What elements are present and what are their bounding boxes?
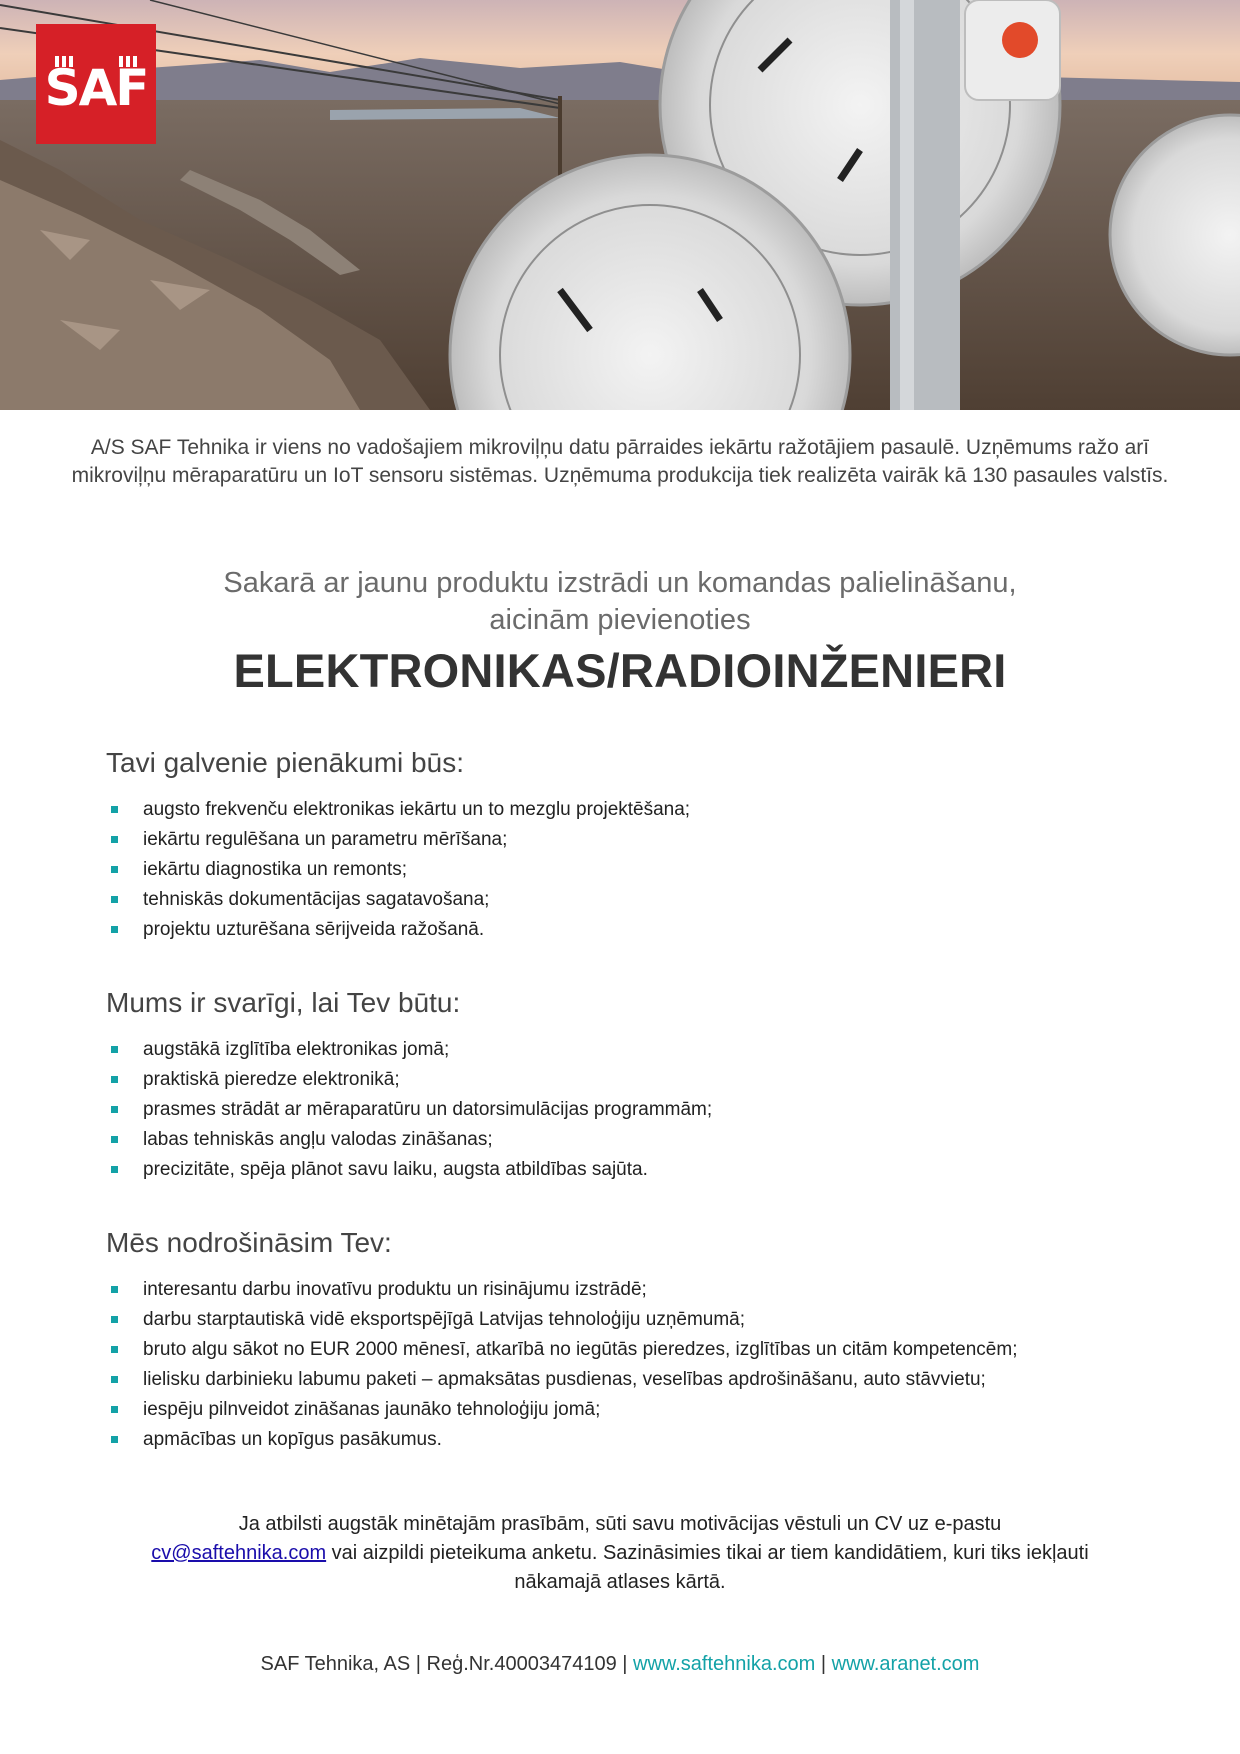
list-item: bruto algu sākot no EUR 2000 mēnesī, atkarībā no iegūtās pieredzes, izglītības un citām kompetencēm; [106, 1335, 1166, 1365]
subheading-line-1: Sakarā ar jaunu produktu izstrādi un komandas palielināšanu, [223, 567, 1017, 599]
footer [0, 1650, 1240, 1678]
bullet-square-icon [111, 1436, 118, 1443]
logo-wordmark: SAF [44, 58, 148, 117]
bullet-square-icon [111, 1376, 118, 1383]
bullet-square-icon [111, 806, 118, 813]
bullet-square-icon [111, 1166, 118, 1173]
hero-photo-illustration [0, 0, 1240, 410]
list-item: iekārtu regulēšana un parametru mērīšana; [106, 825, 1166, 855]
list-item: apmācības un kopīgus pasākumus. [106, 1425, 1166, 1455]
list-item: projektu uzturēšana sērijveida ražošanā. [106, 915, 1166, 945]
requirements-list [106, 1035, 1166, 1185]
list-item: augstākā izglītība elektronikas jomā; [106, 1035, 1166, 1065]
bullet-square-icon [111, 1076, 118, 1083]
website-link-aranet[interactable]: www.aranet.com [831, 1653, 980, 1675]
bullet-square-icon [111, 1286, 118, 1293]
website-link-saftehnika[interactable]: www.saftehnika.com [633, 1653, 816, 1675]
section-title: Mēs nodrošināsim Tev: [106, 1227, 392, 1258]
benefits-list [106, 1275, 1166, 1455]
job-title: ELEKTRONIKAS/RADIOINŽENIERI [233, 644, 1007, 697]
bullet-square-icon [111, 896, 118, 903]
bullet-square-icon [111, 836, 118, 843]
bullet-square-icon [111, 1136, 118, 1143]
list-item: labas tehniskās angļu valodas zināšanas; [106, 1125, 1166, 1155]
contact-line-2-text: vai aizpildi pieteikuma anketu. Sazināsimies tikai ar tiem kandidātiem, kuri tiks iekļauti [326, 1542, 1089, 1564]
email-link[interactable]: cv@saftehnika.com [151, 1542, 327, 1564]
bullet-square-icon [111, 1106, 118, 1113]
saf-logo [36, 24, 156, 144]
bullet-square-icon [111, 1316, 118, 1323]
section-title: Tavi galvenie pienākumi būs: [106, 747, 464, 778]
list-item: tehniskās dokumentācijas sagatavošana; [106, 885, 1166, 915]
company-registration: SAF Tehnika, AS | Reģ.Nr.40003474109 | [260, 1653, 634, 1675]
contact-line-3: nākamajā atlases kārtā. [514, 1571, 726, 1593]
bullet-square-icon [111, 1406, 118, 1413]
list-item: iespēju pilnveidot zināšanas jaunāko tehnoloģiju jomā; [106, 1395, 1166, 1425]
section-title: Mums ir svarīgi, lai Tev būtu: [106, 987, 461, 1018]
list-item: augsto frekvenču elektronikas iekārtu un to mezglu projektēšana; [106, 795, 1166, 825]
contact-line-1: Ja atbilsti augstāk minētajām prasībām, sūti savu motivācijas vēstuli un CV uz e-pastu [238, 1513, 1002, 1535]
list-item: interesantu darbu inovatīvu produktu un risinājumu izstrādē; [106, 1275, 1166, 1305]
list-item: darbu starptautiskā vidē eksportspējīgā Latvijas tehnoloģiju uzņēmumā; [106, 1305, 1166, 1335]
responsibilities-list [106, 795, 1166, 945]
benefits-section [106, 1225, 1166, 1455]
company-intro: A/S SAF Tehnika ir viens no vadošajiem mikroviļņu datu pārraides iekārtu ražotājiem pasaulē. Uzņēmums ražo arī mikroviļņu mēraparatūru un IoT sensoru sistēmas. Uzņēmuma produkcija tiek realizēta vairāk kā 130 pasaules valstīs. [71, 436, 1169, 487]
bullet-square-icon [111, 1046, 118, 1053]
list-item: lielisku darbinieku labumu paketi – apmaksātas pusdienas, veselības apdrošināšanu, auto stāvvietu; [106, 1365, 1166, 1395]
bullet-square-icon [111, 926, 118, 933]
subheading-line-2: aicinām pievienoties [489, 604, 751, 636]
bullet-square-icon [111, 1346, 118, 1353]
invitation-subheading [100, 565, 1140, 639]
responsibilities-section [106, 745, 1166, 945]
bullet-square-icon [111, 866, 118, 873]
requirements-section [106, 985, 1166, 1185]
contact-line-2 [80, 1539, 1160, 1568]
application-instructions [80, 1510, 1160, 1597]
list-item: iekārtu diagnostika un remonts; [106, 855, 1166, 885]
hero-image [0, 0, 1240, 410]
footer-separator: | [815, 1653, 832, 1675]
list-item: precizitāte, spēja plānot savu laiku, augsta atbildības sajūta. [106, 1155, 1166, 1185]
list-item: prasmes strādāt ar mēraparatūru un datorsimulācijas programmām; [106, 1095, 1166, 1125]
list-item: praktiskā pieredze elektronikā; [106, 1065, 1166, 1095]
